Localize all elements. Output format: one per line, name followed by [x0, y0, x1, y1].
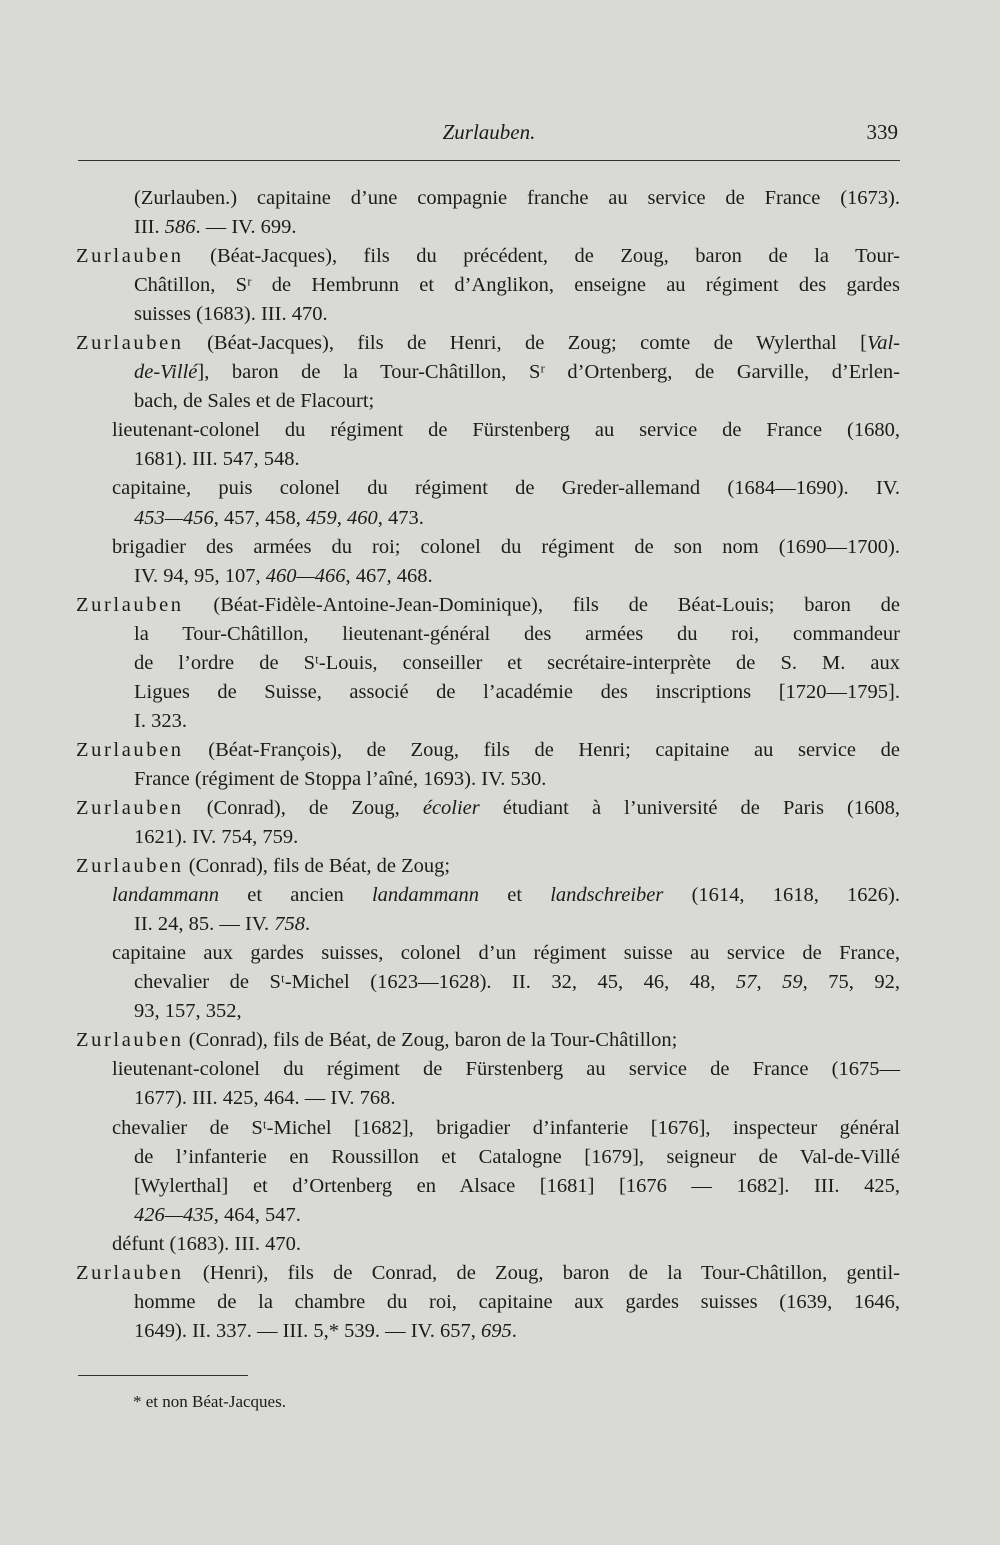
text-run: de-Villé [134, 361, 198, 384]
page-header [78, 118, 900, 161]
text-run: landammann [112, 884, 220, 907]
text-line [76, 1026, 900, 1055]
text-run: (Béat-François), de Zoug, fils de Henri; capitaine au service de [183, 738, 900, 761]
text-line [76, 271, 900, 300]
text-line [76, 242, 900, 271]
text-line [76, 445, 900, 474]
text-line [76, 504, 900, 533]
entry-surname: Zurlauben [76, 796, 184, 819]
text-run: 1621). IV. 754, 759. [134, 826, 299, 849]
entry-surname: Zurlauben [76, 332, 184, 355]
text-run: Ligues de Suisse, associé de l’académie des inscriptions [1720—1795]. [134, 680, 900, 703]
text-run: 695 [480, 1319, 512, 1342]
text-run: bach, de Sales et de Flacourt; [134, 390, 375, 413]
entry-surname: Zurlauben [76, 1029, 184, 1052]
text-run: I. 323. [134, 709, 187, 732]
text-run: 459 [305, 506, 337, 529]
text-run: étudiant à l’université de Paris (1608, [479, 796, 901, 819]
text-run: brigadier des armées du roi; colonel du régiment de son nom (1690—1700). [112, 535, 900, 558]
page-number: 339 [866, 120, 898, 144]
text-run: (Conrad), fils de Béat, de Zoug; [183, 855, 451, 878]
entry-surname: Zurlauben [76, 245, 184, 268]
text-line [76, 1143, 900, 1172]
text-run: lieutenant-colonel du régiment de Fürstenberg au service de France (1680, [112, 419, 900, 442]
text-run: et ancien [219, 884, 372, 907]
text-run: France (régiment de Stoppa l’aîné, 1693). IV. 530. [134, 767, 547, 790]
footnote-divider [78, 1375, 248, 1376]
text-line [76, 707, 900, 736]
text-line [76, 1288, 900, 1317]
text-line [76, 1317, 900, 1346]
text-line [76, 1055, 900, 1084]
text-run: landammann [371, 884, 480, 907]
text-line [76, 416, 900, 445]
text-run: 93, 157, 352, [134, 1000, 242, 1023]
text-run: suisses (1683). III. 470. [134, 303, 328, 326]
text-run: 460—466 [265, 564, 346, 587]
text-run: (Zurlauben.) capitaine d’une compagnie franche au service de France (1673). [134, 187, 900, 209]
text-line [76, 1259, 900, 1288]
text-run: 57 [735, 971, 757, 994]
text-run: ], baron de la Tour-Châtillon, Sʳ d’Ortenberg, de Garville, d’Erlen- [197, 361, 900, 384]
entry-surname: Zurlauben [76, 593, 184, 616]
text-run: (Conrad), de Zoug, [183, 796, 423, 819]
text-line [76, 910, 900, 939]
text-line [76, 939, 900, 968]
text-line [76, 968, 900, 997]
text-run: écolier [422, 796, 480, 819]
text-line [76, 765, 900, 794]
text-run: landschreiber [550, 884, 664, 907]
text-run: (1614, 1618, 1626). [663, 884, 900, 907]
text-run: , 464, 547. [213, 1203, 301, 1226]
text-run: (Henri), fils de Conrad, de Zoug, baron de la Tour-Châtillon, gentil- [183, 1261, 900, 1284]
text-line [76, 852, 900, 881]
text-line [76, 533, 900, 562]
text-run: 1681). III. 547, 548. [134, 448, 300, 471]
text-run: (Béat-Fidèle-Antoine-Jean-Dominique), fils de Béat-Louis; baron de [183, 593, 900, 616]
text-run: (Conrad), fils de Béat, de Zoug, baron de la Tour-Châtillon; [183, 1029, 678, 1052]
text-line [76, 678, 900, 707]
text-line [76, 794, 900, 823]
text-run: 1677). III. 425, 464. — IV. 768. [134, 1087, 396, 1110]
text-line [76, 300, 900, 329]
text-line [76, 1201, 900, 1230]
text-line [76, 620, 900, 649]
text-line [76, 591, 900, 620]
text-line [76, 213, 900, 242]
footnote: * et non Béat-Jacques. [133, 1392, 286, 1411]
text-run: Val- [866, 332, 900, 355]
text-run: IV. 94, 95, 107, [134, 564, 266, 587]
text-run: 586 [164, 216, 196, 239]
text-line [76, 997, 900, 1026]
text-run: II. 24, 85. — IV. [134, 913, 275, 936]
text-run: de l’ordre de Sᵗ-Louis, conseiller et secrétaire-interprète de S. M. aux [134, 651, 900, 674]
text-run: , 457, 458, [213, 506, 306, 529]
text-line [76, 1114, 900, 1143]
entry-surname: Zurlauben [76, 738, 184, 761]
text-line [76, 329, 900, 358]
text-run: 1649). II. 337. — III. 5,* 539. — IV. 657, [134, 1319, 481, 1342]
text-line [76, 562, 900, 591]
text-run: III. [134, 216, 165, 239]
text-line [76, 649, 900, 678]
text-run: , [336, 506, 347, 529]
text-run: . [511, 1319, 517, 1342]
text-run: chevalier de Sᵗ-Michel [1682], brigadier d’infanterie [1676], inspecteur général [112, 1116, 900, 1139]
text-run: défunt (1683). III. 470. [112, 1232, 302, 1255]
text-run: . [305, 913, 311, 936]
text-run: de l’infanterie en Roussillon et Catalogne [1679], seigneur de Val-de-Villé [134, 1145, 900, 1168]
text-run: (Béat-Jacques), fils de Henri, de Zoug; comte de Wylerthal [ [183, 332, 867, 355]
text-run: , 473. [377, 506, 424, 529]
text-line [76, 1230, 900, 1259]
text-run: 59 [782, 971, 803, 994]
text-run: homme de la chambre du roi, capitaine aux gardes suisses (1639, 1646, [134, 1290, 900, 1313]
text-line [76, 1084, 900, 1113]
text-run: , 75, 92, [802, 971, 901, 994]
text-run: (Béat-Jacques), fils du précédent, de Zoug, baron de la Tour- [183, 245, 900, 268]
entry-surname: Zurlauben [76, 855, 184, 878]
text-run: 453—456 [134, 506, 214, 529]
text-run: chevalier de Sᵗ-Michel (1623—1628). II. 32, 45, 46, 48, [134, 971, 736, 994]
text-line [76, 387, 900, 416]
text-run: . — IV. 699. [195, 216, 297, 239]
text-run: lieutenant-colonel du régiment de Fürstenberg au service de France (1675— [112, 1058, 900, 1081]
text-run: [Wylerthal] et d’Ortenberg en Alsace [1681] [1676 — 1682]. III. 425, [134, 1174, 900, 1197]
text-run: et [479, 884, 551, 907]
text-run: Châtillon, Sʳ de Hembrunn et d’Anglikon, enseigne au régiment des gardes [134, 274, 900, 297]
index-entries [76, 184, 900, 1346]
text-line [76, 736, 900, 765]
text-run: la Tour-Châtillon, lieutenant-général des armées du roi, commandeur [134, 622, 900, 645]
text-run: 426—435 [134, 1203, 214, 1226]
text-run: 460 [346, 506, 378, 529]
running-title: Zurlauben. [442, 120, 536, 144]
text-run: , 467, 468. [345, 564, 433, 587]
text-line [76, 823, 900, 852]
text-line [76, 474, 900, 503]
text-run: , [756, 971, 783, 994]
text-line [76, 1172, 900, 1201]
text-line [76, 184, 900, 213]
text-run: 758 [274, 913, 306, 936]
entry-surname: Zurlauben [76, 1261, 184, 1284]
text-run: capitaine, puis colonel du régiment de Greder-allemand (1684—1690). IV. [112, 477, 900, 500]
text-line [76, 358, 900, 387]
text-run: capitaine aux gardes suisses, colonel d’un régiment suisse au service de France, [112, 942, 900, 965]
text-line [76, 881, 900, 910]
